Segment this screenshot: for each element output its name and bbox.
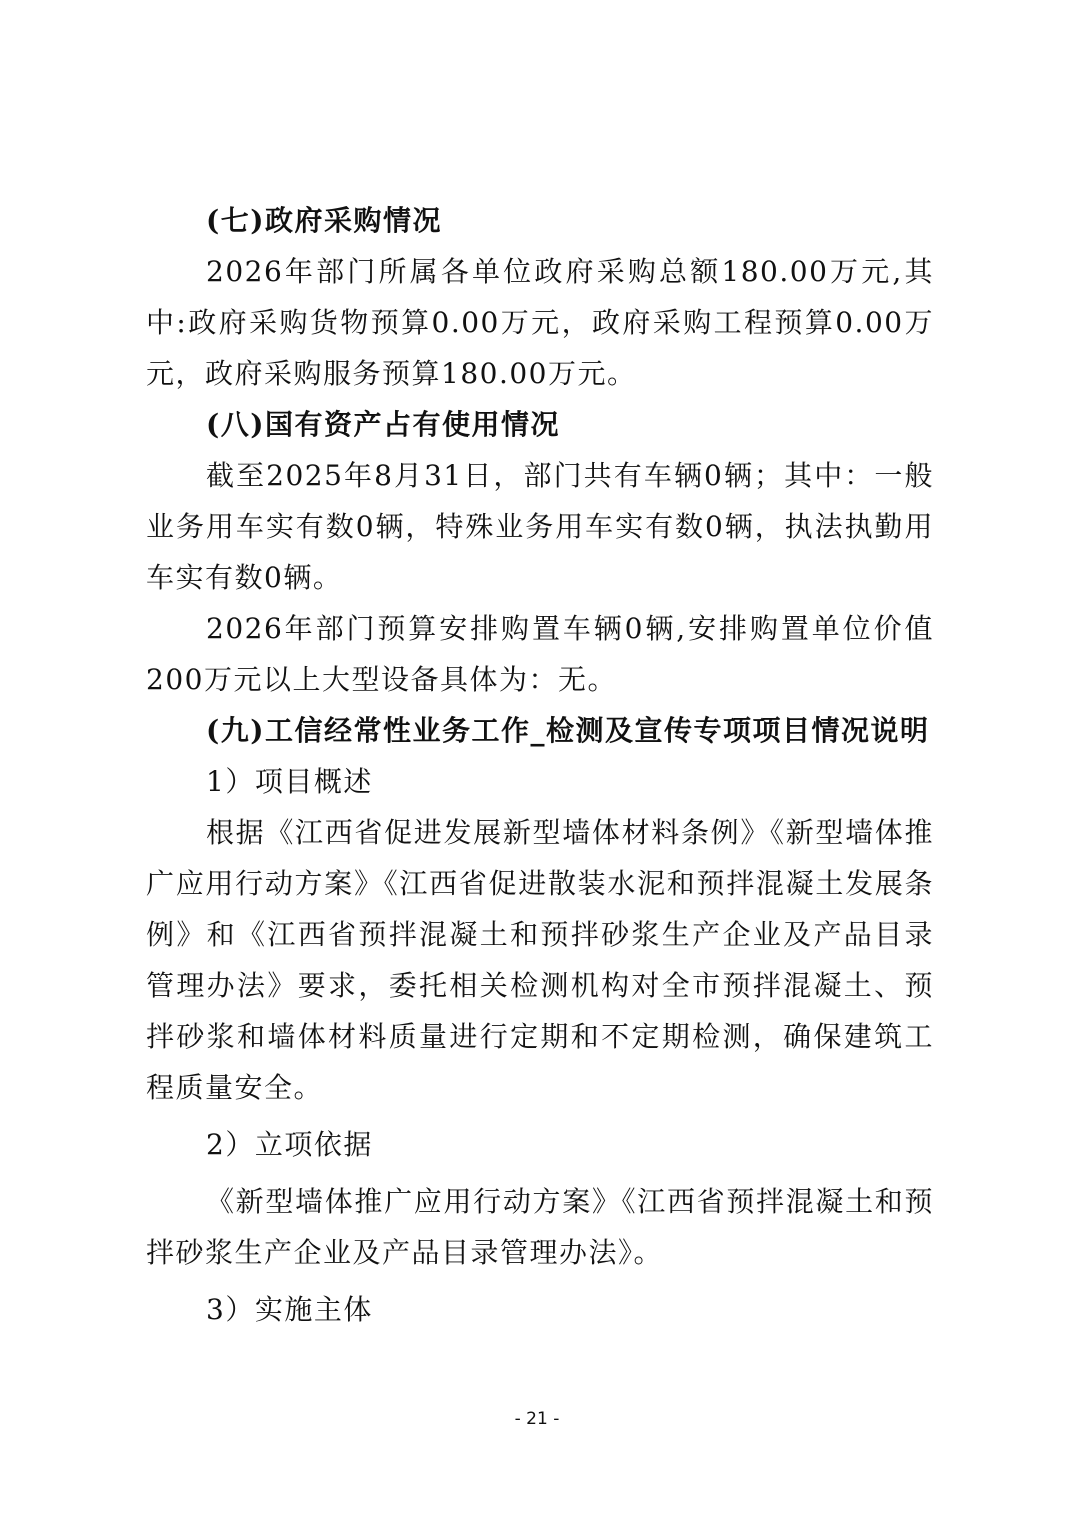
paragraph-procurement-total: 2026年部门所属各单位政府采购总额180.00万元,其中:政府采购货物预算0.00万元，政府采购工程预算0.00万元，政府采购服务预算180.00万元。 xyxy=(146,255,934,390)
paragraph-project-basis: 《新型墙体推广应用行动方案》《江西省预拌混凝土和预拌砂浆生产企业及产品目录管理办法》。 xyxy=(146,1185,934,1269)
paragraph-vehicle-count: 截至2025年8月31日，部门共有车辆0辆；其中：一般业务用车实有数0辆，特殊业务用车实有数0辆，执法执勤用车实有数0辆。 xyxy=(146,459,934,594)
page-number: - 21 - xyxy=(514,1409,560,1429)
paragraph-project-overview: 根据《江西省促进发展新型墙体材料条例》《新型墙体推广应用行动方案》《江西省促进散装水泥和预拌混凝土发展条例》和《江西省预拌混凝土和预拌砂浆生产企业及产品目录管理办法》要求，委托相关检测机构对全市预拌混凝土、预拌砂浆和墙体材料质量进行定期和不定期检测，确保建筑工程质量安全。 xyxy=(146,816,934,1104)
paragraph-vehicle-purchase: 2026年部门预算安排购置车辆0辆,安排购置单位价值200万元以上大型设备具体为：无。 xyxy=(146,612,934,696)
heading-state-assets: (八)国有资产占有使用情况 xyxy=(206,408,560,441)
item-implementing-body: 3）实施主体 xyxy=(206,1293,373,1326)
heading-government-procurement: (七)政府采购情况 xyxy=(206,204,442,237)
item-project-overview: 1）项目概述 xyxy=(206,765,373,798)
heading-special-project: (九)工信经常性业务工作_检测及宣传专项项目情况说明 xyxy=(206,714,930,747)
page-content xyxy=(146,195,934,1335)
item-project-basis: 2）立项依据 xyxy=(206,1128,373,1161)
